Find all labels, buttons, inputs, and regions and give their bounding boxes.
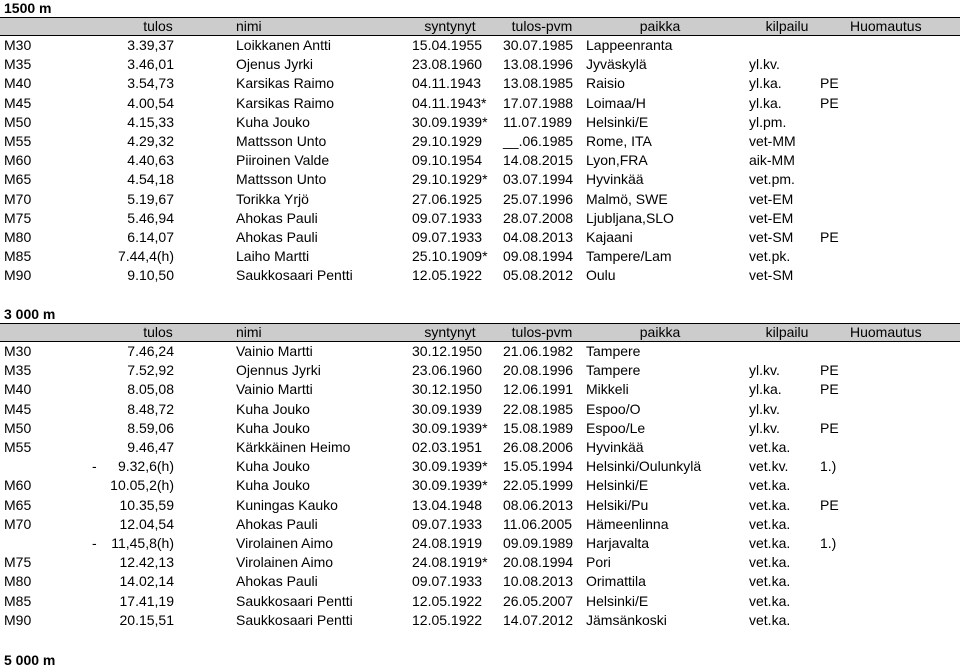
cell-kilpailu: vet-MM: [749, 133, 796, 149]
cell-kilpailu: vet.ka.: [749, 439, 791, 455]
cell-kilpailu: vet.kv.: [749, 458, 789, 475]
cell-ikaluokka: M60: [4, 477, 32, 494]
cell-kilpailu: vet.ka.: [749, 515, 791, 532]
table-row: [0, 209, 960, 228]
cell-ikaluokka: M90: [4, 267, 32, 284]
cell-syntynyt: 23.08.1960: [412, 56, 483, 73]
cell-syntynyt: 09.07.1933: [412, 209, 483, 226]
cell-ikaluokka: M40: [4, 381, 32, 398]
col-header-tulos: tulos: [143, 18, 173, 34]
cell-syntynyt: 13.04.1948: [412, 496, 483, 513]
cell-nimi: Kuha Jouko: [236, 458, 310, 475]
table-row: [0, 342, 960, 361]
cell-nimi: Ahokas Pauli: [236, 209, 318, 226]
cell-ikaluokka: M60: [4, 152, 32, 169]
col-header-kilpailu: kilpailu: [765, 324, 809, 340]
col-header-tulos-pvm: tulos-pvm: [511, 324, 573, 340]
table-row: [0, 476, 960, 495]
cell-huomautus: PE: [820, 75, 839, 92]
cell-ikaluokka: -: [92, 458, 97, 475]
cell-tulos-pvm: 17.07.1988: [503, 94, 574, 111]
table-row: [0, 94, 960, 113]
cell-tulos: 12.42,13: [119, 554, 174, 571]
table-row: [0, 113, 960, 132]
cell-paikka: Loimaa/H: [586, 94, 646, 111]
table-row: [0, 400, 960, 419]
cell-tulos-pvm: 04.08.2013: [503, 229, 574, 245]
cell-tulos: 5.19,67: [127, 190, 174, 207]
cell-tulos-pvm: 09.09.1989: [503, 535, 574, 551]
cell-ikaluokka: M80: [4, 573, 32, 590]
table-row: [0, 496, 960, 515]
cell-paikka: Helsinki/E: [586, 477, 649, 494]
table-row: [0, 592, 960, 611]
cell-nimi: Laiho Martti: [236, 248, 310, 265]
cell-syntynyt: 09.07.1933: [412, 573, 483, 590]
cell-nimi: Loikkanen Antti: [236, 37, 331, 53]
cell-ikaluokka: M45: [4, 400, 32, 417]
table-row: [0, 228, 960, 247]
cell-syntynyt: 09.07.1933: [412, 229, 483, 245]
cell-tulos: 4.00,54: [127, 94, 174, 111]
cell-tulos: 9.32,6(h): [117, 458, 174, 475]
cell-ikaluokka: M70: [4, 515, 32, 532]
cell-syntynyt: 30.09.1939*: [412, 458, 488, 475]
cell-nimi: Kuha Jouko: [236, 477, 310, 494]
cell-syntynyt: 30.09.1939*: [412, 477, 488, 494]
col-header-tulos: tulos: [143, 324, 173, 340]
cell-ikaluokka: M55: [4, 439, 32, 455]
cell-tulos-pvm: 28.07.2008: [503, 209, 574, 226]
cell-paikka: Tampere: [586, 343, 641, 359]
cell-ikaluokka: M85: [4, 592, 32, 609]
cell-paikka: Lappeenranta: [586, 37, 673, 53]
cell-ikaluokka: M90: [4, 611, 32, 628]
cell-kilpailu: yl.kv.: [749, 419, 780, 436]
cell-nimi: Kärkkäinen Heimo: [236, 439, 351, 455]
cell-nimi: Karsikas Raimo: [236, 94, 335, 111]
cell-tulos-pvm: 09.08.1994: [503, 248, 574, 265]
cell-tulos-pvm: 03.07.1994: [503, 171, 574, 188]
cell-kilpailu: vet.ka.: [749, 535, 791, 551]
cell-ikaluokka: M50: [4, 113, 32, 130]
cell-syntynyt: 30.12.1950: [412, 343, 483, 359]
col-header-nimi: nimi: [236, 324, 262, 340]
cell-tulos: 10.35,59: [119, 496, 174, 513]
table-row: [0, 170, 960, 189]
col-header-syntynyt: syntynyt: [424, 324, 476, 340]
cell-syntynyt: 24.08.1919: [412, 535, 483, 551]
section-title: 3 000 m: [4, 306, 56, 322]
cell-kilpailu: vet.ka.: [749, 496, 791, 513]
cell-ikaluokka: M35: [4, 362, 32, 379]
cell-nimi: Karsikas Raimo: [236, 75, 335, 92]
cell-syntynyt: 04.11.1943: [412, 75, 482, 92]
cell-huomautus: PE: [820, 362, 839, 379]
cell-tulos-pvm: 25.07.1996: [503, 190, 574, 207]
cell-tulos-pvm: 30.07.1985: [503, 37, 574, 53]
cell-tulos-pvm: 13.08.1985: [503, 75, 574, 92]
col-header-paikka: paikka: [639, 18, 681, 34]
cell-tulos: 7.44,4(h): [117, 248, 174, 265]
cell-nimi: Ahokas Pauli: [236, 515, 318, 532]
cell-kilpailu: yl.ka.: [749, 381, 782, 398]
cell-tulos-pvm: 11.06.2005: [503, 515, 573, 532]
cell-nimi: Kuha Jouko: [236, 400, 310, 417]
cell-syntynyt: 30.12.1950: [412, 381, 483, 398]
cell-ikaluokka: M45: [4, 94, 32, 111]
col-header-nimi: nimi: [236, 18, 262, 34]
cell-tulos: 9.46,47: [127, 439, 174, 455]
cell-ikaluokka: M30: [4, 343, 32, 359]
cell-paikka: Hyvinkää: [586, 439, 644, 455]
cell-tulos: 11,45,8(h): [111, 535, 174, 551]
cell-tulos: 8.48,72: [127, 400, 174, 417]
cell-tulos-pvm: 21.06.1982: [503, 343, 574, 359]
table-row: [0, 380, 960, 399]
cell-tulos: 4.15,33: [127, 113, 174, 130]
cell-paikka: Tampere: [586, 362, 641, 379]
cell-syntynyt: 12.05.1922: [412, 592, 483, 609]
cell-tulos: 17.41,19: [119, 592, 174, 609]
cell-nimi: Ojennus Jyrki: [236, 362, 321, 379]
cell-tulos-pvm: 11.07.1989: [503, 113, 573, 130]
cell-syntynyt: 15.04.1955: [412, 37, 483, 53]
cell-nimi: Vainio Martti: [236, 343, 313, 359]
cell-tulos: 8.59,06: [127, 419, 174, 436]
cell-tulos: 20.15,51: [119, 611, 174, 628]
table-row: [0, 438, 960, 457]
table-row: [0, 572, 960, 591]
cell-tulos-pvm: 15.08.1989: [503, 419, 574, 436]
cell-nimi: Piiroinen Valde: [236, 152, 330, 169]
cell-kilpailu: yl.kv.: [749, 400, 780, 417]
cell-tulos-pvm: 20.08.1994: [503, 554, 574, 571]
cell-ikaluokka: M75: [4, 554, 32, 571]
col-header-huomautus: Huomautus: [850, 324, 922, 340]
cell-huomautus: PE: [820, 496, 839, 513]
table-row: [0, 534, 960, 553]
cell-paikka: Raisio: [586, 75, 625, 92]
cell-nimi: Kuningas Kauko: [236, 496, 338, 513]
table-row: [0, 247, 960, 266]
cell-syntynyt: 27.06.1925: [412, 190, 483, 207]
cell-ikaluokka: M65: [4, 496, 32, 513]
table-row: [0, 266, 960, 285]
cell-paikka: Helsinki/E: [586, 592, 649, 609]
cell-kilpailu: yl.pm.: [749, 113, 787, 130]
cell-nimi: Saukkosaari Pentti: [236, 592, 353, 609]
cell-nimi: Torikka Yrjö: [236, 190, 309, 207]
cell-tulos-pvm: 05.08.2012: [503, 267, 574, 284]
table-row: [0, 151, 960, 170]
col-header-tulos-pvm: tulos-pvm: [511, 18, 573, 34]
cell-kilpailu: vet-SM: [749, 229, 794, 245]
cell-tulos-pvm: 22.08.1985: [503, 400, 574, 417]
cell-ikaluokka: M75: [4, 209, 32, 226]
cell-syntynyt: 09.10.1954: [412, 152, 483, 169]
cell-syntynyt: 25.10.1909*: [412, 248, 488, 265]
cell-paikka: Helsinki/E: [586, 113, 649, 130]
table-row: [0, 55, 960, 74]
table-row: [0, 361, 960, 380]
cell-nimi: Vainio Martti: [236, 381, 313, 398]
cell-nimi: Kuha Jouko: [236, 419, 310, 436]
cell-tulos-pvm: 26.08.2006: [503, 439, 574, 455]
cell-tulos: 9.10,50: [127, 267, 174, 284]
cell-tulos-pvm: 22.05.1999: [503, 477, 574, 494]
cell-kilpailu: vet.ka.: [749, 477, 791, 494]
cell-huomautus: 1.): [820, 535, 837, 551]
table-row: [0, 457, 960, 476]
cell-kilpailu: vet.ka.: [749, 573, 791, 590]
cell-tulos-pvm: 14.08.2015: [503, 152, 574, 169]
cell-syntynyt: 09.07.1933: [412, 515, 483, 532]
cell-tulos-pvm: 15.05.1994: [503, 458, 574, 475]
cell-nimi: Saukkosaari Pentti: [236, 267, 353, 284]
col-header-paikka: paikka: [639, 324, 681, 340]
cell-kilpailu: vet-EM: [749, 190, 794, 207]
cell-tulos: 10.05,2(h): [110, 477, 174, 494]
cell-syntynyt: 29.10.1929*: [412, 171, 488, 188]
table-row: [0, 74, 960, 93]
cell-ikaluokka: M50: [4, 419, 32, 436]
cell-ikaluokka: M65: [4, 171, 32, 188]
cell-huomautus: PE: [820, 229, 839, 245]
cell-tulos-pvm: 14.07.2012: [503, 611, 574, 628]
cell-paikka: Helsiki/Pu: [586, 496, 649, 513]
cell-nimi: Ahokas Pauli: [236, 229, 318, 245]
cell-tulos: 3.46,01: [127, 56, 174, 73]
cell-kilpailu: yl.ka.: [749, 75, 782, 92]
cell-huomautus: 1.): [820, 458, 837, 475]
cell-syntynyt: 30.09.1939*: [412, 419, 488, 436]
cell-kilpailu: vet.ka.: [749, 592, 791, 609]
cell-paikka: Oulu: [586, 267, 616, 284]
cell-tulos: 3.54,73: [127, 75, 174, 92]
cell-syntynyt: 02.03.1951: [412, 439, 483, 455]
table-row: [0, 190, 960, 209]
cell-huomautus: PE: [820, 381, 839, 398]
cell-tulos: 4.54,18: [127, 171, 174, 188]
cell-kilpailu: vet-EM: [749, 209, 794, 226]
cell-syntynyt: 04.11.1943*: [412, 94, 487, 111]
cell-nimi: Ojenus Jyrki: [236, 56, 314, 73]
cell-paikka: Lyon,FRA: [586, 152, 648, 169]
cell-kilpailu: yl.kv.: [749, 56, 780, 73]
cell-paikka: Malmö, SWE: [586, 190, 668, 207]
cell-nimi: Ahokas Pauli: [236, 573, 318, 590]
cell-paikka: Pori: [586, 554, 611, 571]
cell-ikaluokka: M80: [4, 229, 32, 245]
cell-tulos: 5.46,94: [127, 209, 174, 226]
cell-paikka: Helsinki/Oulunkylä: [586, 458, 702, 475]
col-header-kilpailu: kilpailu: [765, 18, 809, 34]
cell-paikka: Mikkeli: [586, 381, 629, 398]
cell-tulos-pvm: 12.06.1991: [503, 381, 574, 398]
cell-kilpailu: yl.ka.: [749, 94, 782, 111]
cell-paikka: Hämeenlinna: [586, 515, 669, 532]
cell-tulos: 7.46,24: [127, 343, 174, 359]
cell-kilpailu: vet.pm.: [749, 171, 795, 188]
cell-kilpailu: aik-MM: [749, 152, 795, 169]
cell-syntynyt: 12.05.1922: [412, 611, 483, 628]
cell-nimi: Saukkosaari Pentti: [236, 611, 353, 628]
cell-tulos: 7.52,92: [127, 362, 174, 379]
table-row: [0, 36, 960, 55]
cell-kilpailu: vet.ka.: [749, 554, 791, 571]
cell-tulos: 12.04,54: [119, 515, 174, 532]
cell-kilpailu: yl.kv.: [749, 362, 780, 379]
cell-syntynyt: 30.09.1939: [412, 400, 483, 417]
cell-ikaluokka: M85: [4, 248, 32, 265]
cell-tulos-pvm: 26.05.2007: [503, 592, 574, 609]
table-row: [0, 553, 960, 572]
col-header-syntynyt: syntynyt: [424, 18, 476, 34]
cell-kilpailu: vet.pk.: [749, 248, 791, 265]
cell-kilpailu: vet-SM: [749, 267, 794, 284]
cell-paikka: Ljubljana,SLO: [586, 209, 674, 226]
cell-paikka: Rome, ITA: [586, 133, 652, 149]
table-row: [0, 515, 960, 534]
cell-tulos-pvm: __.06.1985: [503, 133, 574, 149]
cell-kilpailu: vet.ka.: [749, 611, 791, 628]
col-header-huomautus: Huomautus: [850, 18, 922, 34]
cell-paikka: Harjavalta: [586, 535, 650, 551]
cell-ikaluokka: M35: [4, 56, 32, 73]
cell-tulos: 4.29,32: [127, 133, 174, 149]
cell-huomautus: PE: [820, 94, 839, 111]
cell-tulos-pvm: 10.08.2013: [503, 573, 574, 590]
cell-ikaluokka: M30: [4, 37, 32, 53]
cell-tulos: 3.39,37: [127, 37, 174, 53]
cell-paikka: Kajaani: [586, 229, 633, 245]
cell-ikaluokka: M70: [4, 190, 32, 207]
cell-nimi: Virolainen Aimo: [236, 535, 334, 551]
cell-syntynyt: 24.08.1919*: [412, 554, 488, 571]
cell-tulos: 14.02,14: [119, 573, 174, 590]
cell-syntynyt: 30.09.1939*: [412, 113, 488, 130]
cell-ikaluokka: M40: [4, 75, 32, 92]
cell-paikka: Orimattila: [586, 573, 646, 590]
cell-ikaluokka: M55: [4, 133, 32, 149]
cell-syntynyt: 23.06.1960: [412, 362, 483, 379]
cell-tulos-pvm: 20.08.1996: [503, 362, 574, 379]
header-labels: [0, 323, 960, 342]
cell-syntynyt: 29.10.1929: [412, 133, 483, 149]
cell-huomautus: PE: [820, 419, 839, 436]
cell-tulos: 6.14,07: [127, 229, 174, 245]
cell-paikka: Jämsänkoski: [586, 611, 667, 628]
cell-tulos-pvm: 08.06.2013: [503, 496, 574, 513]
section-title: 1500 m: [4, 0, 52, 16]
cell-nimi: Kuha Jouko: [236, 113, 310, 130]
cell-paikka: Hyvinkää: [586, 171, 644, 188]
header-labels: [0, 17, 960, 36]
table-row: [0, 132, 960, 151]
cell-paikka: Tampere/Lam: [586, 248, 672, 265]
cell-paikka: Espoo/Le: [586, 419, 646, 436]
cell-nimi: Mattsson Unto: [236, 133, 327, 149]
cell-tulos-pvm: 13.08.1996: [503, 56, 574, 73]
cell-ikaluokka: -: [92, 535, 97, 551]
cell-nimi: Mattsson Unto: [236, 171, 327, 188]
cell-tulos: 8.05,08: [127, 381, 174, 398]
table-row: [0, 419, 960, 438]
cell-syntynyt: 12.05.1922: [412, 267, 483, 284]
table-row: [0, 611, 960, 630]
section-title: 5 000 m: [4, 652, 56, 668]
cell-paikka: Jyväskylä: [586, 56, 647, 73]
cell-tulos: 4.40,63: [127, 152, 174, 169]
cell-paikka: Espoo/O: [586, 400, 641, 417]
cell-nimi: Virolainen Aimo: [236, 554, 334, 571]
